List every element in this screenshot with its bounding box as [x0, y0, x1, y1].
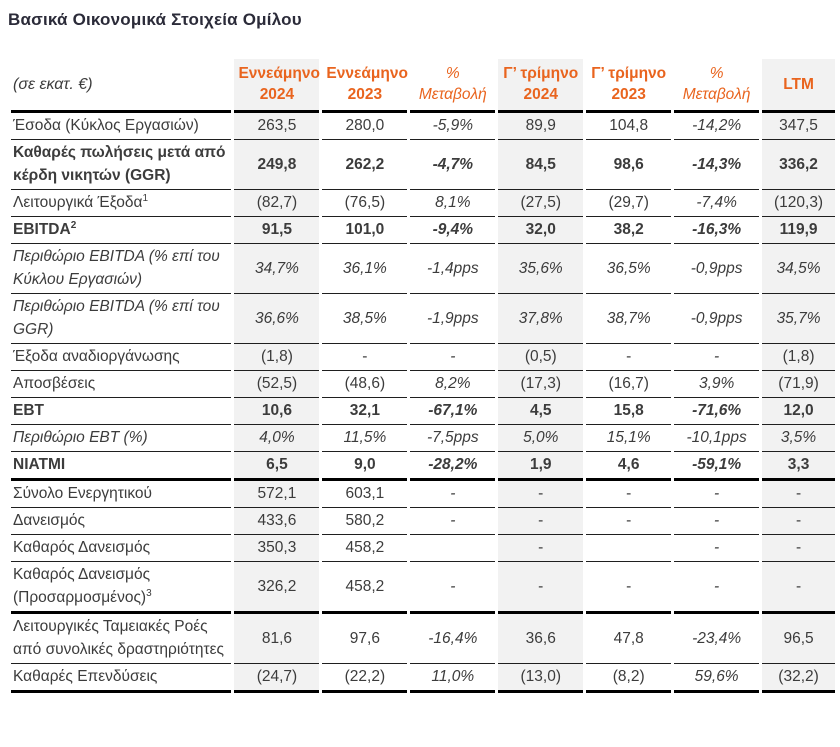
value-cell: - [410, 344, 495, 371]
column-header [586, 59, 671, 113]
column-header [762, 59, 835, 113]
value-cell: -14,2% [674, 113, 759, 140]
value-cell: 336,2 [762, 140, 835, 190]
value-cell: (32,2) [762, 664, 835, 693]
row-label [11, 452, 231, 481]
value-cell: 96,5 [762, 614, 835, 664]
value-cell: (120,3) [762, 190, 835, 217]
row-label [11, 425, 231, 452]
value-cell: (0,5) [498, 344, 583, 371]
value-cell: - [674, 535, 759, 562]
value-cell: - [762, 535, 835, 562]
value-cell: - [674, 481, 759, 508]
row-label [11, 535, 231, 562]
value-cell: 3,9% [674, 371, 759, 398]
value-cell: - [410, 508, 495, 535]
value-cell: (52,5) [234, 371, 319, 398]
row-label-text: Αποσβέσεις [13, 375, 96, 392]
value-cell: (71,9) [762, 371, 835, 398]
column-header [410, 59, 495, 113]
column-header-line1: % [709, 65, 724, 82]
table-row [11, 398, 835, 425]
row-label-text: Έξοδα αναδιοργάνωσης [13, 348, 180, 365]
value-cell: - [498, 562, 583, 614]
value-cell: (1,8) [234, 344, 319, 371]
row-label [11, 371, 231, 398]
table-row [11, 344, 835, 371]
row-label-text: EBT [13, 402, 44, 419]
value-cell: 37,8% [498, 294, 583, 344]
value-cell: - [762, 562, 835, 614]
value-cell: 11,0% [410, 664, 495, 693]
value-cell: 32,0 [498, 217, 583, 244]
row-label [11, 190, 231, 217]
value-cell: (17,3) [498, 371, 583, 398]
column-header [234, 59, 319, 113]
value-cell: 36,6% [234, 294, 319, 344]
value-cell: -9,4% [410, 217, 495, 244]
table-row [11, 113, 835, 140]
column-header-line1: % [445, 65, 460, 82]
row-label-text: Λειτουργικά Έξοδα [13, 194, 143, 211]
value-cell: - [674, 562, 759, 614]
value-cell: 38,7% [586, 294, 671, 344]
row-label [11, 562, 231, 614]
row-label [11, 217, 231, 244]
value-cell: -59,1% [674, 452, 759, 481]
unit-label: (σε εκατ. €) [11, 59, 231, 113]
column-header-line1: Εννεάμηνο [326, 65, 408, 82]
value-cell: 603,1 [322, 481, 407, 508]
value-cell: 6,5 [234, 452, 319, 481]
row-label-text: Λειτουργικές Ταμειακές Ροές από συνολικές δραστηριότητες [13, 618, 224, 658]
column-header [322, 59, 407, 113]
table-row [11, 452, 835, 481]
value-cell: -10,1pps [674, 425, 759, 452]
table-row [11, 614, 835, 664]
row-label [11, 398, 231, 425]
row-label-text: Περιθώριο EBT (%) [13, 429, 148, 446]
value-cell: -5,9% [410, 113, 495, 140]
value-cell: 458,2 [322, 562, 407, 614]
table-row [11, 217, 835, 244]
value-cell: 458,2 [322, 535, 407, 562]
table-row [11, 535, 835, 562]
value-cell [410, 535, 495, 562]
value-cell: 15,1% [586, 425, 671, 452]
value-cell: 263,5 [234, 113, 319, 140]
value-cell: - [762, 508, 835, 535]
footnote-ref: 1 [142, 192, 148, 204]
row-label [11, 140, 231, 190]
value-cell: 36,1% [322, 244, 407, 294]
value-cell: -16,4% [410, 614, 495, 664]
value-cell: 59,6% [674, 664, 759, 693]
value-cell: -4,7% [410, 140, 495, 190]
value-cell: 3,3 [762, 452, 835, 481]
value-cell: -1,9pps [410, 294, 495, 344]
value-cell: 433,6 [234, 508, 319, 535]
table-row [11, 244, 835, 294]
value-cell [586, 535, 671, 562]
value-cell: - [498, 508, 583, 535]
value-cell: 10,6 [234, 398, 319, 425]
value-cell: 35,7% [762, 294, 835, 344]
value-cell: 326,2 [234, 562, 319, 614]
footnote-ref: 3 [146, 587, 152, 599]
value-cell: -14,3% [674, 140, 759, 190]
row-label-text: Σύνολο Ενεργητικού [13, 485, 152, 502]
value-cell: 32,1 [322, 398, 407, 425]
row-label-text: Καθαρές Επενδύσεις [13, 668, 158, 685]
value-cell: -7,5pps [410, 425, 495, 452]
value-cell: 35,6% [498, 244, 583, 294]
value-cell: -23,4% [674, 614, 759, 664]
value-cell: (48,6) [322, 371, 407, 398]
value-cell: 11,5% [322, 425, 407, 452]
value-cell: - [762, 481, 835, 508]
value-cell: 97,6 [322, 614, 407, 664]
value-cell: 8,2% [410, 371, 495, 398]
value-cell: (22,2) [322, 664, 407, 693]
financial-table [8, 59, 838, 693]
value-cell: 12,0 [762, 398, 835, 425]
value-cell: - [586, 508, 671, 535]
column-header [674, 59, 759, 113]
value-cell: 5,0% [498, 425, 583, 452]
table-row [11, 562, 835, 614]
page-title: Βασικά Οικονομικά Στοιχεία Ομίλου [8, 10, 302, 29]
table-row [11, 425, 835, 452]
value-cell: 81,6 [234, 614, 319, 664]
value-cell: 280,0 [322, 113, 407, 140]
value-cell: 4,5 [498, 398, 583, 425]
value-cell: 34,7% [234, 244, 319, 294]
value-cell: -71,6% [674, 398, 759, 425]
column-header [498, 59, 583, 113]
value-cell: -16,3% [674, 217, 759, 244]
value-cell: 34,5% [762, 244, 835, 294]
value-cell: 9,0 [322, 452, 407, 481]
value-cell: - [674, 508, 759, 535]
value-cell: (24,7) [234, 664, 319, 693]
row-label [11, 481, 231, 508]
value-cell: 15,8 [586, 398, 671, 425]
column-header-line1: LTM [783, 75, 814, 93]
column-header-line2: 2024 [259, 86, 295, 103]
column-header-line2: 2024 [523, 86, 558, 103]
value-cell: - [586, 344, 671, 371]
value-cell: -28,2% [410, 452, 495, 481]
row-label-text: Περιθώριο EBITDA (% επί του GGR) [13, 298, 220, 338]
value-cell: 101,0 [322, 217, 407, 244]
row-label-text: EBITDA [13, 221, 71, 238]
value-cell: -7,4% [674, 190, 759, 217]
value-cell: 4,0% [234, 425, 319, 452]
value-cell: -0,9pps [674, 294, 759, 344]
value-cell: (82,7) [234, 190, 319, 217]
table-header-row [11, 59, 835, 113]
row-label [11, 344, 231, 371]
row-label [11, 113, 231, 140]
value-cell: - [586, 481, 671, 508]
column-header-line1: Γ’ τρίμηνο [503, 65, 579, 82]
value-cell: (8,2) [586, 664, 671, 693]
value-cell: (13,0) [498, 664, 583, 693]
row-label [11, 614, 231, 664]
value-cell: 84,5 [498, 140, 583, 190]
value-cell: 38,5% [322, 294, 407, 344]
value-cell: (1,8) [762, 344, 835, 371]
value-cell: (76,5) [322, 190, 407, 217]
value-cell: (16,7) [586, 371, 671, 398]
table-row [11, 508, 835, 535]
value-cell: 3,5% [762, 425, 835, 452]
column-header-line2: 2023 [347, 86, 383, 103]
value-cell: - [586, 562, 671, 614]
value-cell: 1,9 [498, 452, 583, 481]
value-cell: - [498, 481, 583, 508]
value-cell: 36,5% [586, 244, 671, 294]
row-label-text: Καθαρές πωλήσεις μετά από κέρδη νικητών (GGR) [13, 144, 226, 184]
row-label [11, 294, 231, 344]
row-label [11, 244, 231, 294]
row-label-text: Καθαρός Δανεισμός [13, 539, 151, 556]
value-cell: 38,2 [586, 217, 671, 244]
value-cell: 350,3 [234, 535, 319, 562]
row-label [11, 508, 231, 535]
value-cell: - [322, 344, 407, 371]
row-label-text: NIATMI [13, 456, 66, 473]
column-header-line1: Γ’ τρίμηνο [591, 65, 667, 82]
table-row [11, 140, 835, 190]
value-cell: -67,1% [410, 398, 495, 425]
column-header-line2: 2023 [611, 86, 646, 103]
value-cell: - [498, 535, 583, 562]
value-cell: -0,9pps [674, 244, 759, 294]
table-row [11, 294, 835, 344]
value-cell: (29,7) [586, 190, 671, 217]
value-cell: 4,6 [586, 452, 671, 481]
row-label [11, 664, 231, 693]
table-row [11, 664, 835, 693]
value-cell: -1,4pps [410, 244, 495, 294]
value-cell: 8,1% [410, 190, 495, 217]
table-row [11, 371, 835, 398]
value-cell: 98,6 [586, 140, 671, 190]
row-label-text: Καθαρός Δανεισμός (Προσαρμοσμένος) [13, 566, 151, 606]
row-label-text: Δανεισμός [13, 512, 86, 529]
value-cell: - [410, 481, 495, 508]
column-header-line2: Μεταβολή [418, 86, 487, 103]
value-cell: 347,5 [762, 113, 835, 140]
value-cell: 47,8 [586, 614, 671, 664]
value-cell: - [674, 344, 759, 371]
value-cell: 580,2 [322, 508, 407, 535]
table-row [11, 481, 835, 508]
footnote-ref: 2 [70, 219, 77, 231]
row-label-text: Έσοδα (Κύκλος Εργασιών) [13, 117, 199, 134]
value-cell: 104,8 [586, 113, 671, 140]
table-row [11, 190, 835, 217]
value-cell: 91,5 [234, 217, 319, 244]
value-cell: 262,2 [322, 140, 407, 190]
column-header-line2: Μεταβολή [682, 86, 751, 103]
value-cell: 572,1 [234, 481, 319, 508]
value-cell: 36,6 [498, 614, 583, 664]
value-cell: 249,8 [234, 140, 319, 190]
row-label-text: Περιθώριο EBITDA (% επί του Κύκλου Εργασιών) [13, 248, 220, 288]
value-cell: 89,9 [498, 113, 583, 140]
value-cell: 119,9 [762, 217, 835, 244]
value-cell: - [410, 562, 495, 614]
value-cell: (27,5) [498, 190, 583, 217]
column-header-line1: Εννεάμηνο [238, 65, 320, 82]
